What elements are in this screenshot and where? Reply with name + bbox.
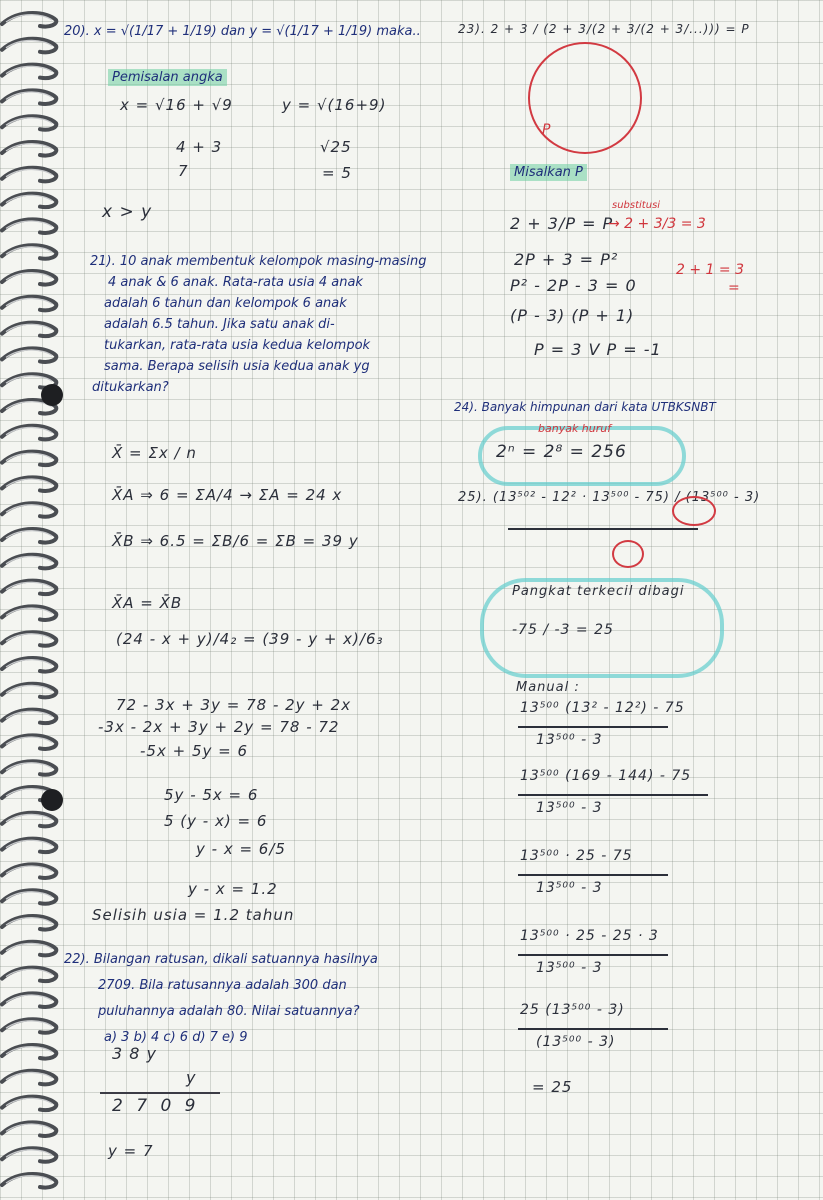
problem-21-line-1: 21). 10 anak membentuk kelompok masing-masing (90, 254, 427, 269)
problem-20-y-line: y = √(16+9) (282, 96, 387, 114)
problem-25-cloud-title: Pangkat terkecil dibagi (512, 584, 685, 599)
problem-21-work-line-10: 5 (y - x) = 6 (164, 812, 268, 830)
problem-21-work-line-1: X̄ = Σx / n (112, 444, 197, 462)
problem-22-digits-mid: y (186, 1068, 197, 1087)
problem-23-highlight: Misalkan P (510, 165, 587, 180)
problem-23-work-line-4: (P - 3) (P + 1) (510, 306, 635, 325)
problem-25-step-3-numerator: 13⁵⁰⁰ · 25 - 75 (520, 848, 633, 864)
problem-20-y-step: √25 (320, 138, 352, 156)
problem-25-step-1-fraction-line (518, 726, 668, 728)
problem-23-label-p: P (542, 122, 551, 138)
problem-23-sub-note: substitusi (612, 200, 661, 211)
problem-23-work-line-5: P = 3 V P = -1 (534, 340, 662, 359)
problem-20-x-result: 7 (178, 162, 189, 180)
problem-20-conclusion: x > y (102, 202, 153, 222)
problem-21-line-6: sama. Berapa selisih usia kedua anak yg (104, 359, 370, 374)
problem-25-answer: = 25 (532, 1078, 573, 1096)
problem-22-line-1: 22). Bilangan ratusan, dikali satuannya hasilnya (64, 952, 378, 967)
problem-21-work-line-8: -5x + 5y = 6 (140, 742, 249, 760)
problem-22-product: 2 7 0 9 (112, 1096, 200, 1116)
problem-21-work-line-2: X̄A ⇒ 6 = ΣA/4 → ΣA = 24 x (112, 486, 343, 504)
problem-25-circle-75 (672, 496, 716, 526)
problem-22-multiply-line (100, 1092, 220, 1094)
problem-25-manual-label: Manual : (516, 680, 580, 695)
problem-23-work-line-3: P² - 2P - 3 = 0 (510, 276, 637, 295)
problem-20-x-step: 4 + 3 (176, 138, 223, 156)
problem-23-red-underline: = (728, 280, 740, 296)
problem-25-cloud-work: -75 / -3 = 25 (512, 622, 614, 638)
problem-21-work-line-7: -3x - 2x + 3y + 2y = 78 - 72 (98, 718, 340, 736)
problem-25-step-3-denominator: 13⁵⁰⁰ - 3 (536, 880, 603, 896)
problem-22-result: y = 7 (108, 1142, 154, 1160)
problem-25-step-5-denominator: (13⁵⁰⁰ - 3) (536, 1034, 616, 1050)
problem-21-answer: Selisih usia = 1.2 tahun (92, 906, 295, 924)
problem-23-red-work-1: → 2 + 3/3 = 3 (608, 216, 706, 232)
problem-25-step-4-denominator: 13⁵⁰⁰ - 3 (536, 960, 603, 976)
problem-22-digits-top: 3 8 y (112, 1044, 157, 1063)
problem-25-step-2-fraction-line (518, 794, 708, 796)
problem-25-step-4-numerator: 13⁵⁰⁰ · 25 - 25 · 3 (520, 928, 659, 944)
problem-25-fraction-line (508, 528, 698, 530)
problem-23-red-work-2: 2 + 1 = 3 (676, 262, 744, 278)
problem-25-step-1-numerator: 13⁵⁰⁰ (13² - 12²) - 75 (520, 700, 685, 716)
problem-24-note: banyak huruf (538, 422, 612, 435)
problem-22-line-4: a) 3 b) 4 c) 6 d) 7 e) 9 (104, 1030, 248, 1045)
problem-22-line-3: puluhannya adalah 80. Nilai satuannya? (98, 1004, 360, 1019)
problem-21-work-line-3: X̄B ⇒ 6.5 = ΣB/6 = ΣB = 39 y (112, 532, 359, 550)
problem-20-x-line: x = √16 + √9 (120, 96, 233, 114)
problem-21-work-line-9: 5y - 5x = 6 (164, 786, 259, 804)
problem-22-line-2: 2709. Bila ratusannya adalah 300 dan (98, 978, 347, 993)
binder-hole (41, 789, 63, 811)
problem-25-step-5-numerator: 25 (13⁵⁰⁰ - 3) (520, 1002, 625, 1018)
problem-20-y-result: = 5 (322, 164, 352, 182)
problem-21-work-line-12: y - x = 1.2 (188, 880, 278, 898)
problem-21-work-line-4: X̄A = X̄B (112, 594, 183, 612)
problem-21-line-7: ditukarkan? (92, 380, 169, 395)
problem-21-work-line-6: 72 - 3x + 3y = 78 - 2y + 2x (116, 696, 352, 714)
problem-23-header: 23). 2 + 3 / (2 + 3/(2 + 3/(2 + 3/...))) = P (458, 22, 750, 36)
problem-25-step-2-denominator: 13⁵⁰⁰ - 3 (536, 800, 603, 816)
problem-20-header: 20). x = √(1/17 + 1/19) dan y = √(1/17 + 1/19) maka.. (64, 24, 421, 39)
problem-21-work-line-11: y - x = 6/5 (196, 840, 286, 858)
problem-21-line-2: 4 anak & 6 anak. Rata-rata usia 4 anak (108, 275, 363, 290)
problem-25-step-5-fraction-line (518, 1028, 668, 1030)
problem-25-step-3-fraction-line (518, 874, 668, 876)
problem-20-highlight: Pemisalan angka (108, 70, 227, 85)
problem-21-line-4: adalah 6.5 tahun. Jika satu anak di- (104, 317, 335, 332)
problem-25-step-1-denominator: 13⁵⁰⁰ - 3 (536, 732, 603, 748)
problem-25-step-2-numerator: 13⁵⁰⁰ (169 - 144) - 75 (520, 768, 692, 784)
problem-24-header: 24). Banyak himpunan dari kata UTBKSNBT (454, 400, 716, 414)
problem-24-work: 2ⁿ = 2⁸ = 256 (496, 442, 627, 462)
spiral-binding (0, 0, 72, 1200)
problem-23-work-line-2: 2P + 3 = P² (514, 250, 619, 269)
problem-25-circle-3 (612, 540, 644, 568)
problem-21-line-5: tukarkan, rata-rata usia kedua kelompok (104, 338, 371, 353)
problem-25-step-4-fraction-line (518, 954, 668, 956)
problem-25-header: 25). (13⁵⁰² - 12² · 13⁵⁰⁰ - 75) / (13⁵⁰⁰ - 3) (458, 490, 761, 505)
problem-21-work-line-5: (24 - x + y)/4₂ = (39 - y + x)/6₃ (116, 630, 384, 648)
binder-hole (41, 384, 63, 406)
problem-21-line-3: adalah 6 tahun dan kelompok 6 anak (104, 296, 347, 311)
problem-23-work-line-1: 2 + 3/P = P (510, 214, 614, 233)
